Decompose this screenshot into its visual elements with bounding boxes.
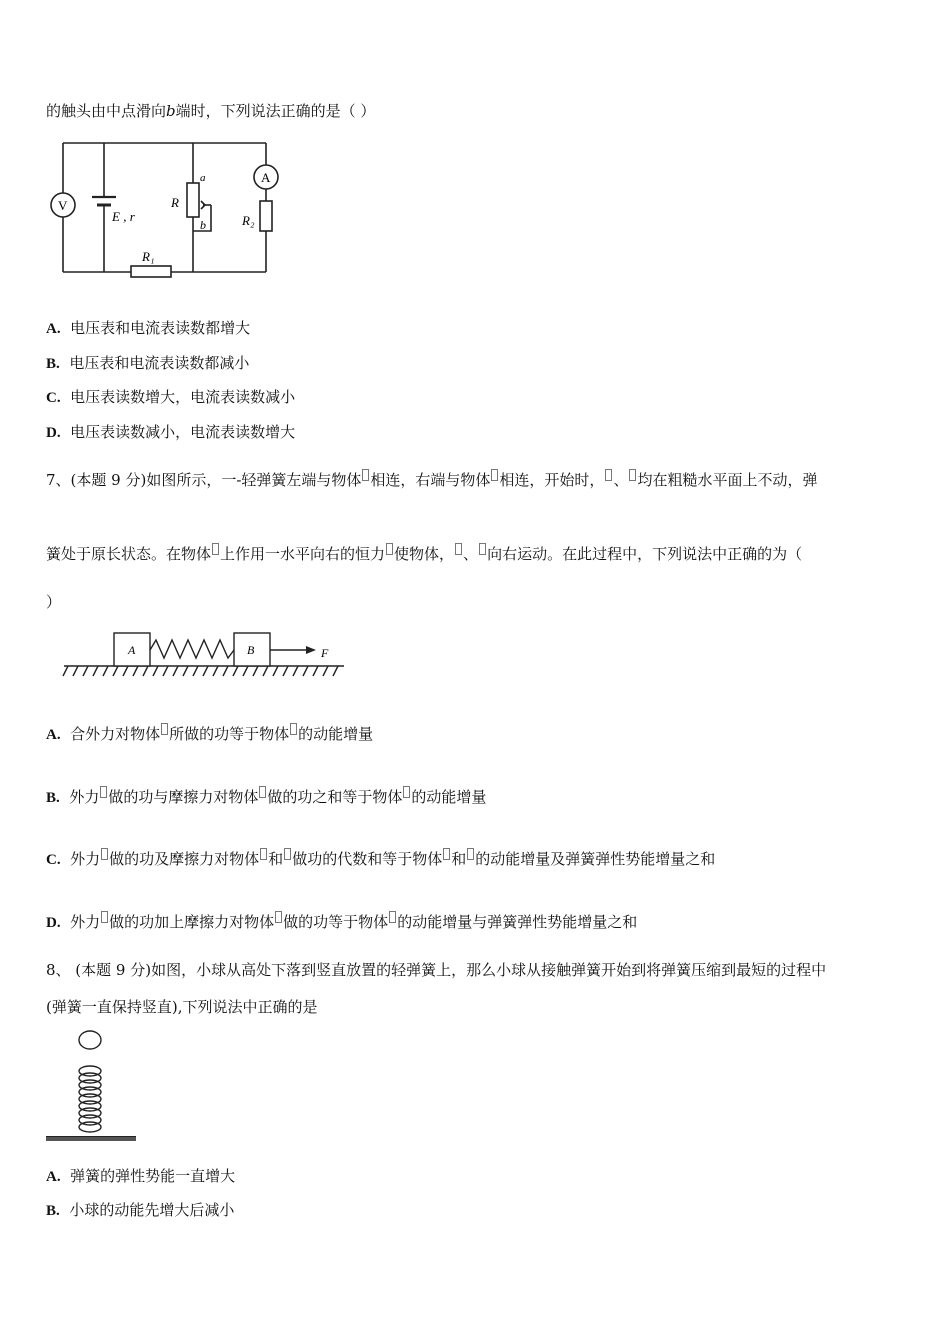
- voltmeter-label: V: [58, 198, 68, 213]
- q7-stem-line2: 簧处于原长状态。在物体 上作用一水平向右的恒力 使物体， 、 向右运动。在此过程中，下列说法中正确的为（: [46, 545, 803, 563]
- spring: [150, 640, 234, 658]
- missing-symbol-box: [389, 911, 396, 923]
- missing-symbol-box: [491, 469, 498, 481]
- missing-symbol-box: [362, 469, 369, 481]
- missing-symbol-box: [386, 543, 393, 555]
- rheostat-a-label: a: [200, 172, 206, 184]
- q7-option-b: B. 外力 做的功与摩擦力对物体 做的功之和等于物体 的动能增量: [46, 788, 487, 806]
- q6-option-b: B. 电压表和电流表读数都减小: [46, 354, 250, 372]
- missing-symbol-box: [290, 723, 297, 735]
- q8-stem-line1: 8、 (本题 9 分)如图，小球从高处下落到竖直放置的轻弹簧上，那么小球从接触弹簧开始到将弹簧压缩到最短的过程中: [46, 961, 827, 979]
- missing-symbol-box: [455, 543, 462, 555]
- block-b-label: B: [247, 643, 255, 657]
- q8-ball-spring-diagram: [44, 1025, 144, 1145]
- missing-symbol-box: [101, 911, 108, 923]
- r2-label: R₂: [242, 213, 255, 228]
- force-arrow-icon: [306, 646, 316, 654]
- q6-stem: 的触头由中点滑向b端时，下列说法正确的是（ ）: [46, 102, 376, 120]
- missing-symbol-box: [403, 786, 410, 798]
- q8-option-b: B. 小球的动能先增大后减小: [46, 1201, 235, 1219]
- rheostat-body: [187, 183, 199, 217]
- q7-option-c: C. 外力 做的功及摩擦力对物体 和 做功的代数和等于物体 和 的动能增量及弹簧弹性势能增量之和: [46, 850, 716, 868]
- force-label: F: [321, 646, 329, 660]
- ammeter-label: A: [261, 170, 271, 185]
- missing-symbol-box: [161, 723, 168, 735]
- ground-hatch: [63, 666, 338, 676]
- missing-symbol-box: [259, 786, 266, 798]
- r2-resistor: [260, 201, 272, 231]
- rheostat-b-label: b: [200, 218, 206, 232]
- missing-symbol-box: [479, 543, 486, 555]
- q6-circuit-diagram: [46, 135, 281, 285]
- missing-symbol-box: [605, 469, 612, 481]
- coil-spring: [79, 1066, 101, 1132]
- block-a-label: A: [128, 643, 136, 657]
- missing-symbol-box: [212, 543, 219, 555]
- missing-symbol-box: [275, 911, 282, 923]
- missing-symbol-box: [284, 848, 291, 860]
- q8-stem-line2: (弹簧一直保持竖直),下列说法中正确的是: [46, 998, 318, 1016]
- missing-symbol-box: [443, 848, 450, 860]
- q7-spring-blocks-diagram: [62, 628, 367, 688]
- ground-hatch: [46, 1137, 136, 1141]
- q8-option-a: A. 弹簧的弹性势能一直增大: [46, 1167, 236, 1185]
- q6-option-a: A. 电压表和电流表读数都增大: [46, 319, 251, 337]
- r1-resistor: [131, 266, 171, 277]
- battery-label: E , r: [112, 209, 135, 224]
- missing-symbol-box: [260, 848, 267, 860]
- ball: [79, 1031, 101, 1049]
- q7-option-d: D. 外力 做的功加上摩擦力对物体 做的功等于物体 的动能增量与弹簧弹性势能增量之和: [46, 913, 638, 931]
- q7-stem-line1: 7、(本题 9 分)如图所示，一-轻弹簧左端与物体 相连，右端与物体 相连，开始时， 、 均在粗糙水平面上不动，弹: [46, 471, 818, 489]
- q7-stem-line3: ）: [46, 593, 62, 611]
- q7-option-a: A. 合外力对物体 所做的功等于物体 的动能增量: [46, 725, 374, 743]
- q6-stem-b: b: [166, 102, 176, 120]
- q6-option-c: C. 电压表读数增大，电流表读数减小: [46, 388, 296, 406]
- missing-symbol-box: [467, 848, 474, 860]
- missing-symbol-box: [629, 469, 636, 481]
- missing-symbol-box: [101, 848, 108, 860]
- missing-symbol-box: [100, 786, 107, 798]
- r1-label: R₁: [142, 249, 155, 264]
- rheostat-label: R: [171, 195, 179, 210]
- q6-option-d: D. 电压表读数减小，电流表读数增大: [46, 423, 296, 441]
